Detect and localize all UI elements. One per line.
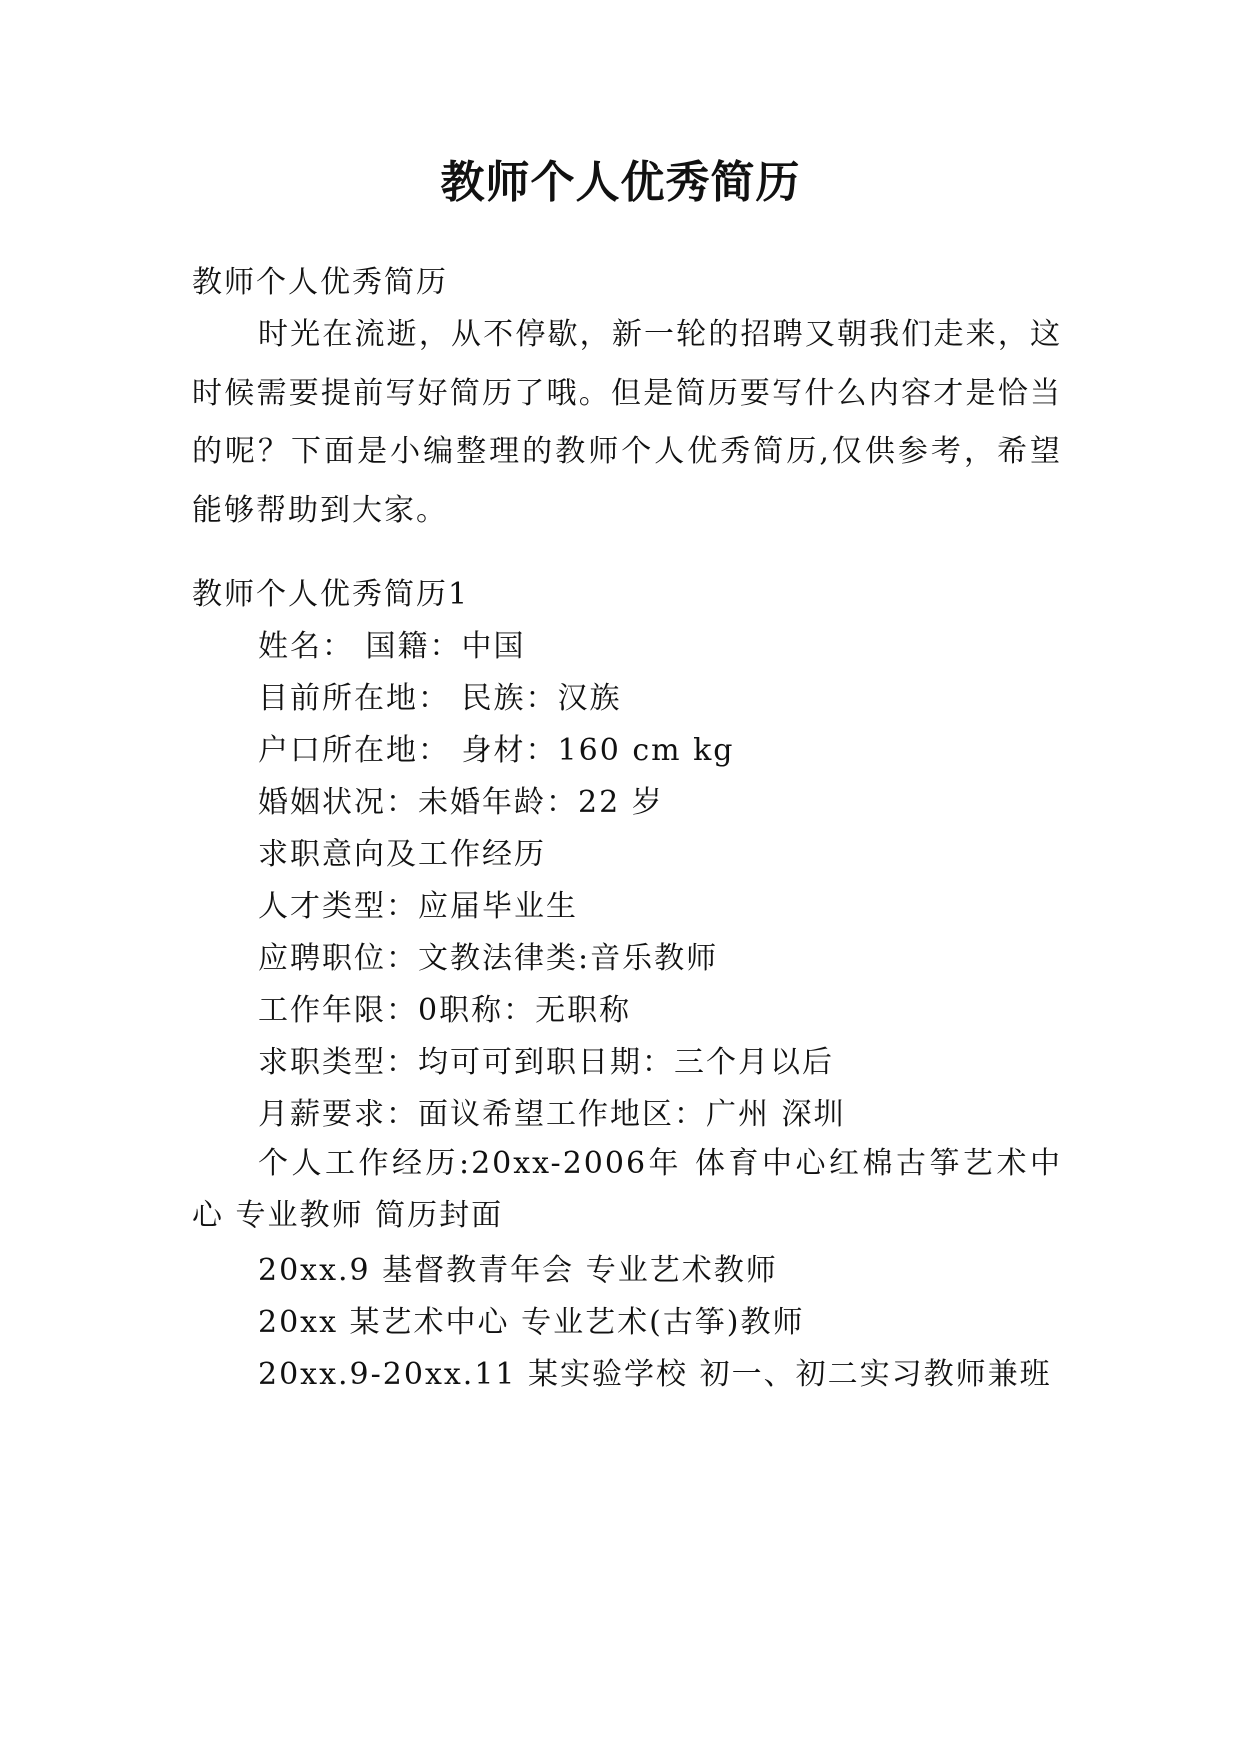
document-subtitle: 教师个人优秀简历 (192, 265, 448, 300)
work-history-paragraph: 个人工作经历:20xx-2006年 体育中心红棉古筝艺术中心 专业教师 简历封面 (192, 1146, 1062, 1233)
resume-line-position: 应聘职位：文教法律类:音乐教师 (258, 941, 719, 976)
section-heading: 教师个人优秀简历1 (192, 577, 470, 612)
resume-line-location: 目前所在地： 民族：汉族 (258, 681, 622, 716)
work-line-2: 20xx 某艺术中心 专业艺术(古筝)教师 (258, 1305, 805, 1340)
resume-line-years: 工作年限：0职称：无职称 (258, 993, 632, 1028)
resume-line-salary: 月薪要求：面议希望工作地区：广州 深圳 (258, 1097, 846, 1132)
resume-line-name: 姓名： 国籍：中国 (258, 629, 526, 664)
resume-line-job-type: 求职类型：均可可到职日期：三个月以后 (258, 1045, 834, 1080)
resume-line-hukou: 户口所在地： 身材：160 cm kg (258, 733, 735, 768)
work-line-3: 20xx.9-20xx.11 某实验学校 初一、初二实习教师兼班 (258, 1357, 1052, 1392)
intro-paragraph: 时光在流逝，从不停歇，新一轮的招聘又朝我们走来，这时候需要提前写好简历了哦。但是简历要写什么内容才是恰当的呢？下面是小编整理的教师个人优秀简历,仅供参考，希望能够帮助到大家。 (192, 317, 1062, 528)
resume-line-talent-type: 人才类型：应届毕业生 (258, 889, 578, 924)
document-title: 教师个人优秀简历 (440, 157, 801, 208)
resume-line-intent-heading: 求职意向及工作经历 (258, 837, 546, 872)
resume-line-marital: 婚姻状况：未婚年龄：22 岁 (258, 785, 664, 820)
work-line-1: 20xx.9 基督教青年会 专业艺术教师 (258, 1253, 778, 1288)
